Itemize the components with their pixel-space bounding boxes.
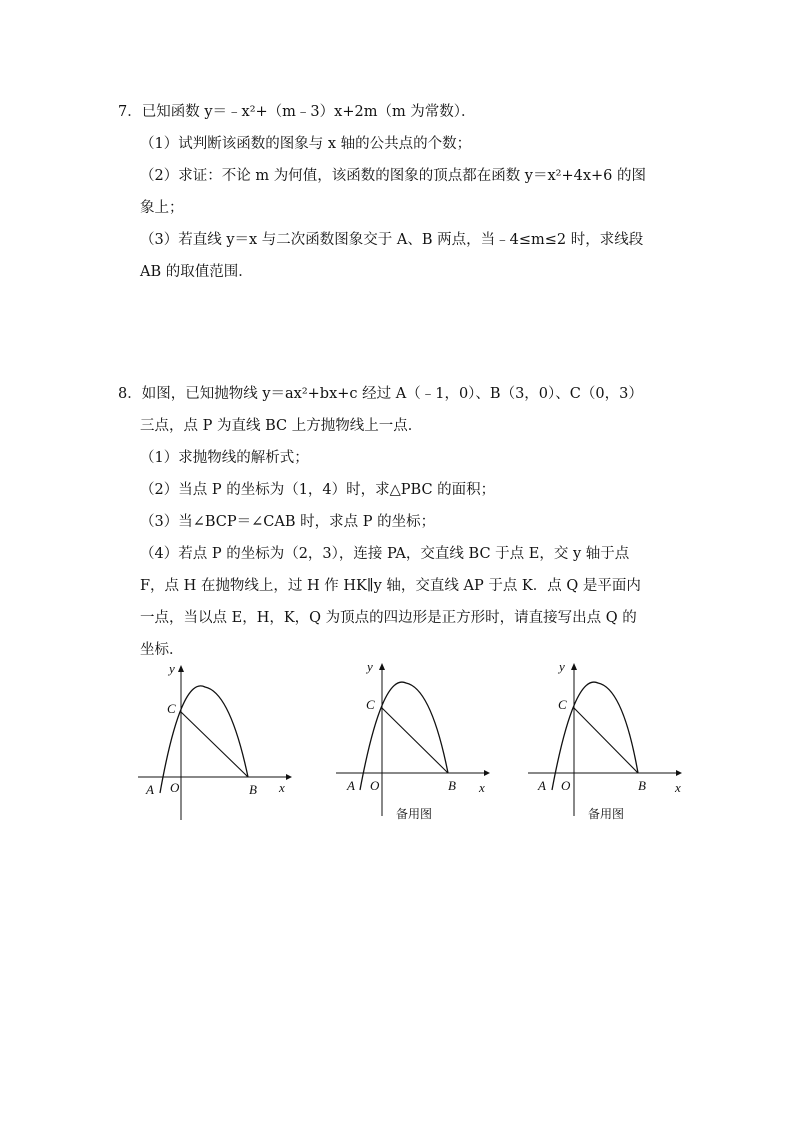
q8-part4-line2: F，点 H 在抛物线上，过 H 作 HK∥y 轴，交直线 AP 于点 K．点 Q 是平面内	[140, 578, 641, 594]
y-axis-arrow-icon	[178, 665, 184, 672]
q8-part4-line3: 一点，当以点 E，H，K，Q 为顶点的四边形是正方形时，请直接写出点 Q 的	[140, 610, 637, 626]
label-c: C	[167, 701, 176, 716]
q8-part1: （1）求抛物线的解析式；	[140, 450, 309, 466]
segment-bc	[574, 708, 638, 773]
label-y: y	[367, 659, 373, 674]
figure-spare-1	[336, 650, 536, 825]
q8-part4-line4: 坐标．	[140, 642, 184, 658]
x-axis-arrow-icon	[286, 774, 292, 780]
label-b: B	[638, 778, 646, 793]
figure-spare-2	[528, 650, 728, 825]
q7-part3-line2: AB 的取值范围．	[140, 264, 253, 280]
q8-part4-line1: （4）若点 P 的坐标为（2，3），连接 PA，交直线 BC 于点 E，交 y 轴于点	[140, 546, 630, 562]
label-x: x	[279, 780, 285, 795]
figure-main	[138, 650, 338, 825]
y-axis-arrow-icon	[571, 663, 577, 670]
label-x: x	[675, 780, 681, 795]
label-o: O	[370, 778, 380, 793]
label-b: B	[448, 778, 456, 793]
q7-part2-line1: （2）求证：不论 m 为何值，该函数的图象的顶点都在函数 y＝x²+4x+6 的图	[140, 168, 647, 184]
label-b: B	[249, 782, 257, 797]
label-a: A	[146, 782, 154, 797]
figure-caption: 备用图	[396, 807, 433, 821]
q8-part3: （3）当∠BCP＝∠CAB 时，求点 P 的坐标；	[140, 514, 436, 530]
x-axis-arrow-icon	[676, 770, 682, 776]
label-y: y	[559, 659, 565, 674]
segment-bc	[181, 712, 248, 777]
label-c: C	[558, 697, 567, 712]
segment-bc	[382, 708, 448, 773]
q8-stem-line1: 8．如图，已知抛物线 y＝ax²+bx+c 经过 A（﹣1，0）、B（3，0）、C（0，3）	[118, 386, 643, 402]
q8-stem-line2: 三点，点 P 为直线 BC 上方抛物线上一点．	[140, 418, 423, 434]
q7-part1: （1）试判断该函数的图象与 x 轴的公共点的个数；	[140, 136, 472, 152]
q7-stem: 7．已知函数 y＝﹣x²+（m﹣3）x+2m（m 为常数）．	[118, 104, 476, 120]
y-axis-arrow-icon	[379, 663, 385, 670]
label-a: A	[538, 778, 546, 793]
label-y: y	[169, 661, 175, 676]
label-o: O	[170, 780, 180, 795]
label-x: x	[479, 780, 485, 795]
q8-part2: （2）当点 P 的坐标为（1，4）时，求△PBC 的面积；	[140, 482, 496, 498]
label-o: O	[561, 778, 571, 793]
label-a: A	[347, 778, 355, 793]
q7-part2-line2: 象上；	[140, 200, 184, 216]
figure-caption: 备用图	[588, 807, 625, 821]
q7-part3-line1: （3）若直线 y＝x 与二次函数图象交于 A、B 两点，当﹣4≤m≤2 时，求线段	[140, 232, 644, 248]
x-axis-arrow-icon	[484, 770, 490, 776]
label-c: C	[366, 697, 375, 712]
